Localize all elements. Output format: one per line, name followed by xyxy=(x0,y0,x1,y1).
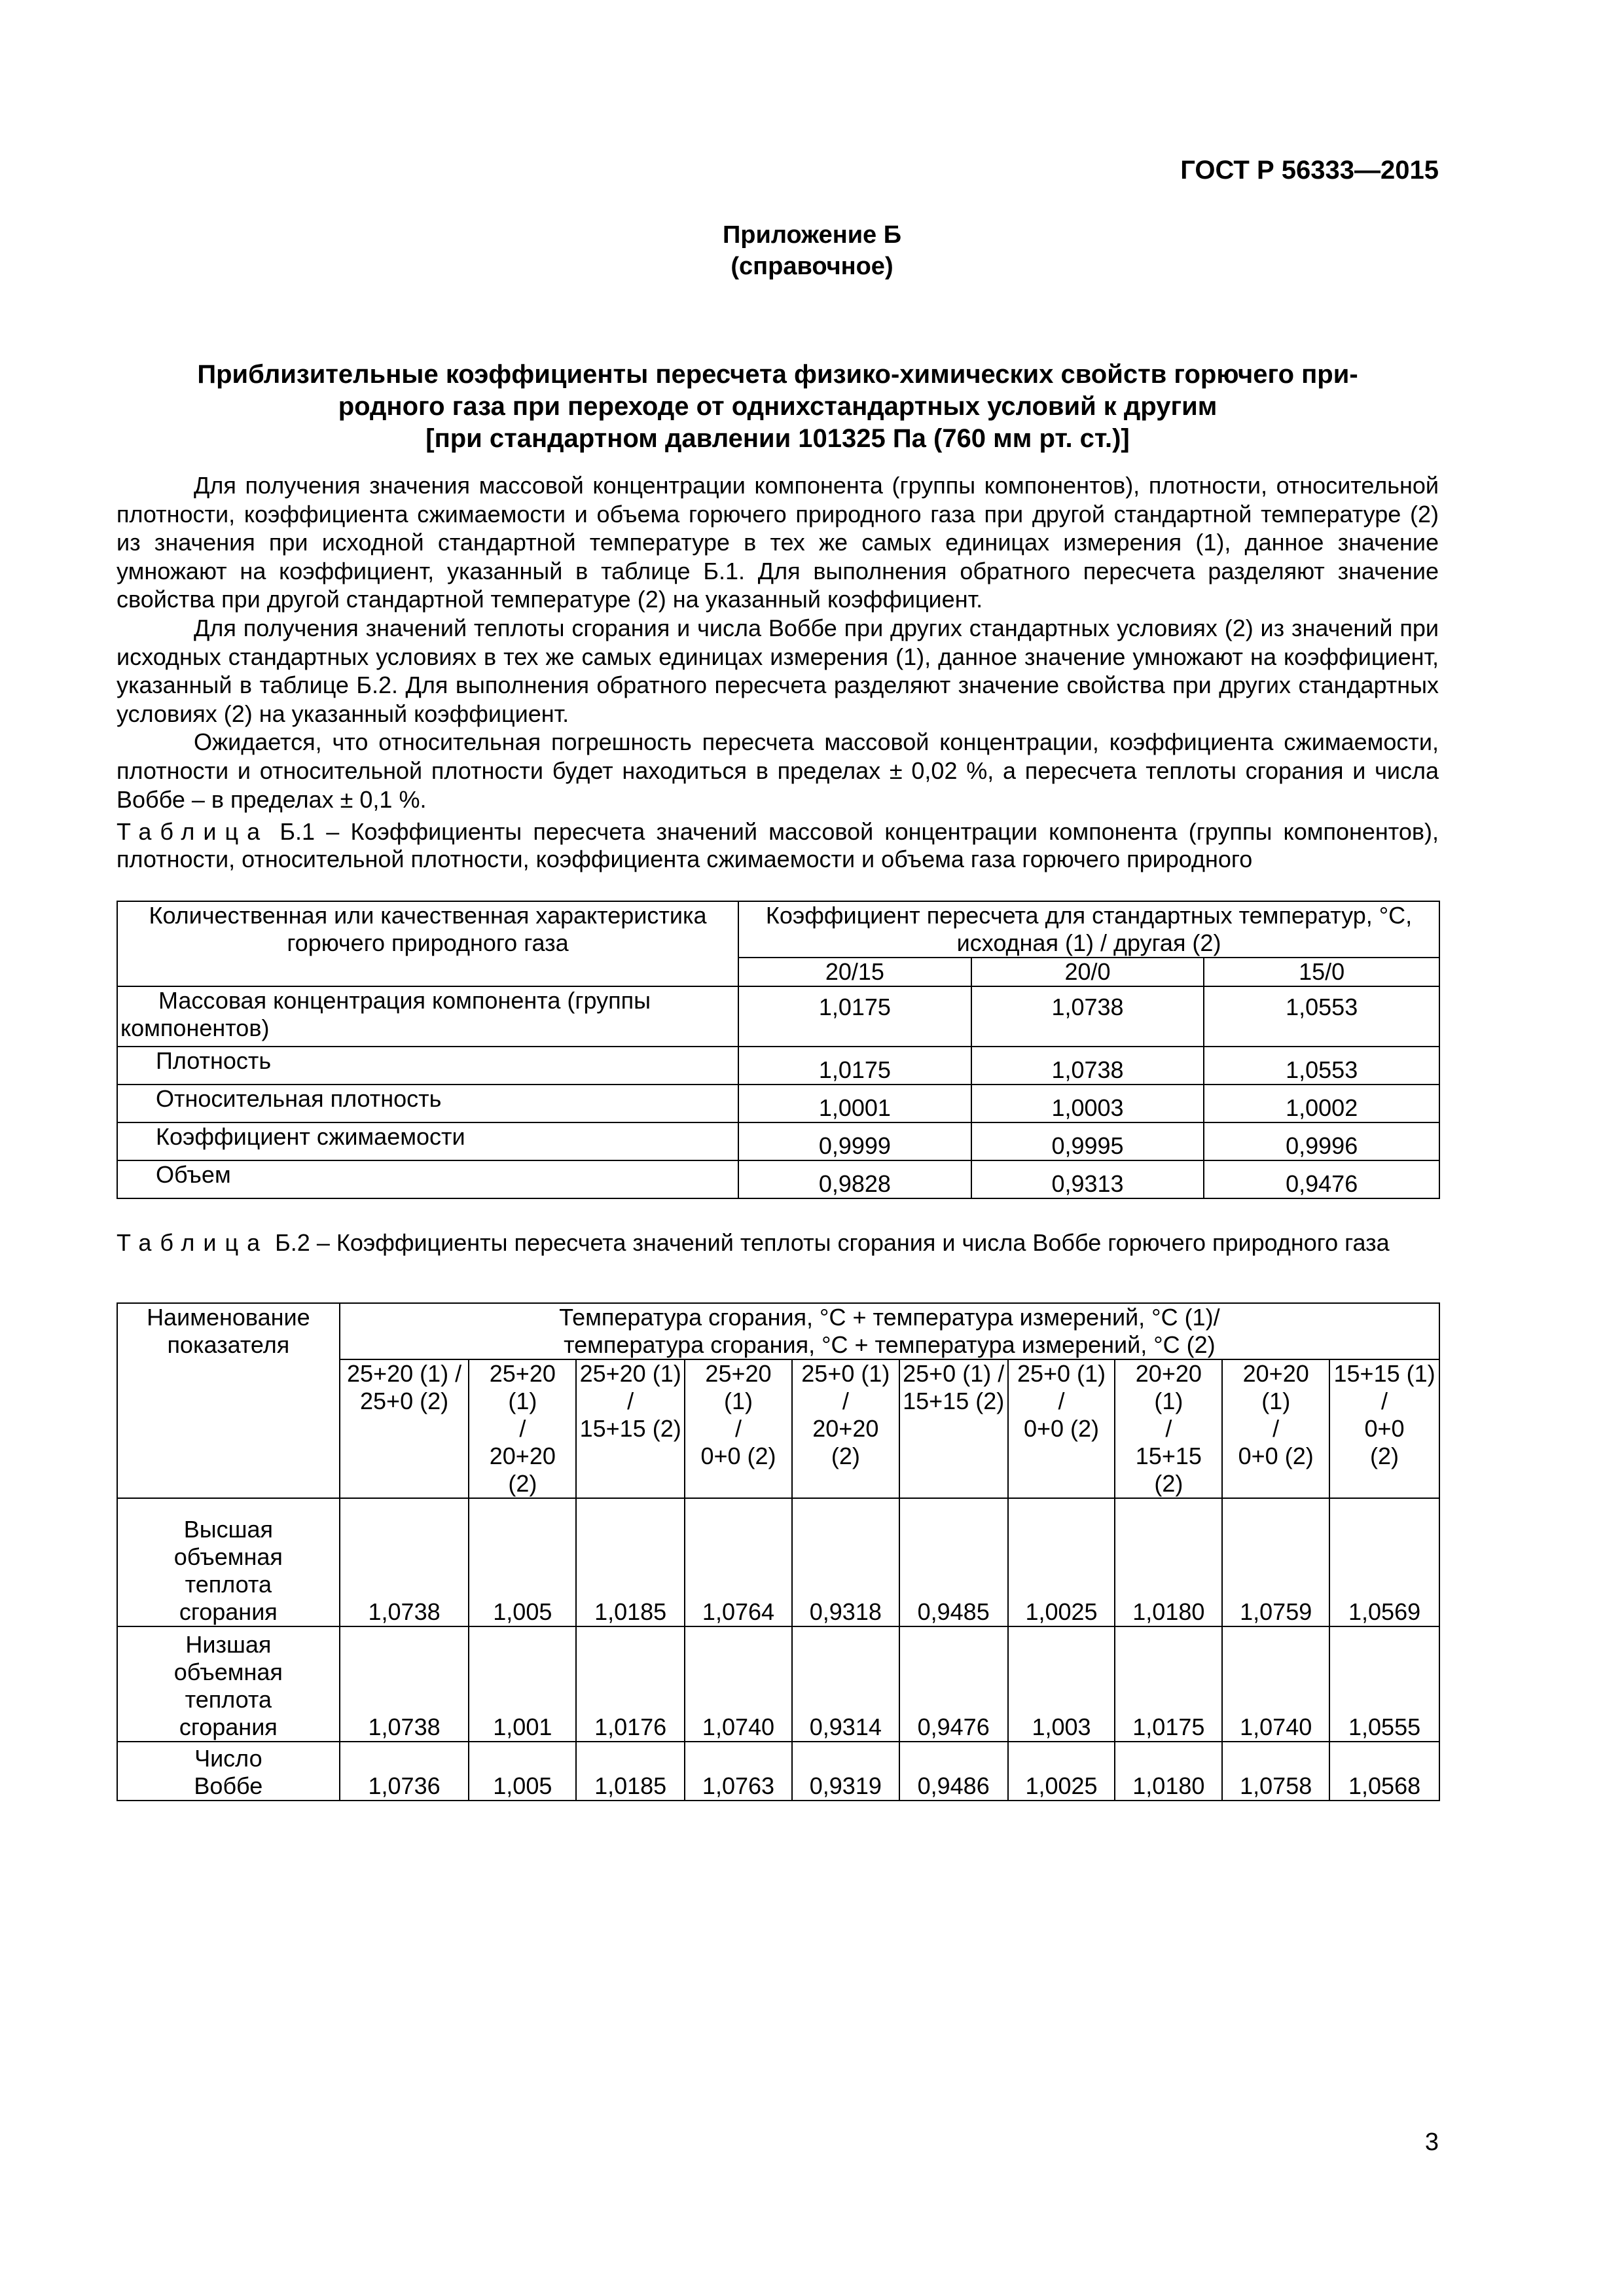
table-cell: 1,005 xyxy=(469,1498,576,1626)
table2-head-left xyxy=(117,1303,340,1498)
table2-col-header-line: / xyxy=(1058,1388,1065,1414)
table-cell: 1,0759 xyxy=(1222,1498,1329,1626)
table-cell: 1,0738 xyxy=(340,1498,469,1626)
row-label-line: объемная xyxy=(173,1659,283,1685)
table2-head-right-line-1: Температура сгорания, °С + температура измерений, °С (1)/ xyxy=(559,1304,1220,1331)
table-cell: 0,9828 xyxy=(738,1160,971,1198)
table-cell: 1,0738 xyxy=(971,1047,1204,1085)
table-cell: 0,9999 xyxy=(738,1122,971,1160)
table1-col-header: 15/0 xyxy=(1204,958,1439,986)
table-cell: 1,0180 xyxy=(1115,1498,1222,1626)
row-label-line: Воббе xyxy=(194,1772,263,1799)
table2-caption-label: Таблица xyxy=(117,1229,269,1256)
row-label: Плотность xyxy=(117,1047,738,1085)
table2-col-header xyxy=(899,1359,1008,1498)
paragraph-1: Для получения значения массовой концентрации компонента (группы компонентов), плотности, относительной плотности, коэффициента сжимаемости и объема горючего природного газа при другой стандартной температуре (2) из значения при исходной стандартной температуре в тех же самых единицах измерения (1), данное значение умножают на коэффициент, указанный в таблице Б.1. Для выполнения обратного пересчета разделяют значение свойства при другой стандартной температуре (2) на указанный коэффициент. xyxy=(117,472,1439,613)
title-line-2: родного газа при переходе от однихстандартных условий к другим xyxy=(338,392,1218,421)
table1-caption xyxy=(117,818,1439,873)
table-cell: 1,0763 xyxy=(685,1742,792,1801)
table2-col-header-line: 25+0 (1) xyxy=(1017,1360,1106,1387)
table-cell: 1,003 xyxy=(1008,1626,1115,1742)
table-cell: 1,0175 xyxy=(738,986,971,1047)
table2-col-header-line: 0+0 (2) xyxy=(1023,1415,1100,1442)
table-cell: 0,9314 xyxy=(792,1626,899,1742)
table2-col-header xyxy=(1329,1359,1439,1498)
table-cell: 1,005 xyxy=(469,1742,576,1801)
table2-col-header-line: 25+20 (1) / xyxy=(347,1360,462,1387)
table2-col-header-line: 25+20 (1) xyxy=(705,1360,772,1414)
table2-col-header-line: 0+0 (2) xyxy=(700,1443,776,1469)
table2-col-header-line: 25+0 (1) / xyxy=(801,1360,890,1414)
table2-col-header-line: 0+0 (2) xyxy=(1238,1443,1314,1469)
table-cell: 1,0553 xyxy=(1204,986,1439,1047)
table2-col-header xyxy=(1115,1359,1222,1498)
table2-head-right xyxy=(340,1303,1439,1359)
table-cell: 1,0569 xyxy=(1329,1498,1439,1626)
table2-col-header-line: (2) xyxy=(1370,1443,1399,1469)
table-cell: 1,0002 xyxy=(1204,1085,1439,1122)
table2-col-header xyxy=(469,1359,576,1498)
paragraph-3: Ожидается, что относительная погрешность пересчета массовой концентрации, коэффициента сжимаемости, плотности и относительной плотности будет находиться в пределах ± 0,02 %, а пересчета теплоты сгорания и числа Воббе – в пределах ± 0,1 %. xyxy=(117,728,1439,813)
table-row xyxy=(117,1160,1439,1198)
table-row xyxy=(117,986,1439,1047)
appendix-label: Приложение Б xyxy=(722,221,902,249)
row-label: Объем xyxy=(117,1160,738,1198)
table2-col-header-line: 25+0 (2) xyxy=(360,1388,449,1414)
table2-col-header-line: / xyxy=(627,1388,634,1414)
table-cell: 1,0764 xyxy=(685,1498,792,1626)
row-label-line: Число xyxy=(194,1745,262,1772)
row-label: Коэффициент сжимаемости xyxy=(117,1122,738,1160)
table-row xyxy=(117,1498,1439,1626)
table2-col-header-line: / xyxy=(519,1415,526,1442)
row-label-line: Высшая xyxy=(183,1516,273,1543)
table1-caption-label: Таблица xyxy=(117,818,269,845)
row-label xyxy=(117,1626,340,1742)
table-row xyxy=(117,1122,1439,1160)
table-cell: 1,0003 xyxy=(971,1085,1204,1122)
table1-col-header: 20/0 xyxy=(971,958,1204,986)
table2-col-header xyxy=(340,1359,469,1498)
table2-col-header-line: 25+20 (1) xyxy=(489,1360,556,1414)
table-cell: 1,0176 xyxy=(576,1626,685,1742)
table-cell: 0,9476 xyxy=(899,1626,1008,1742)
table2-col-header-line: 25+20 (1) xyxy=(579,1360,681,1387)
table-cell: 0,9486 xyxy=(899,1742,1008,1801)
table-cell: 0,9318 xyxy=(792,1498,899,1626)
appendix-type: (справочное) xyxy=(731,253,893,280)
table1-head-right: Коэффициент пересчета для стандартных температур, °С, исходная (1) / другая (2) xyxy=(738,901,1439,958)
table-cell: 0,9313 xyxy=(971,1160,1204,1198)
row-label xyxy=(117,1742,340,1801)
table-cell: 0,9319 xyxy=(792,1742,899,1801)
table-cell: 1,0185 xyxy=(576,1742,685,1801)
table-cell: 1,0736 xyxy=(340,1742,469,1801)
row-label xyxy=(117,1498,340,1626)
table-cell: 0,9995 xyxy=(971,1122,1204,1160)
table-b2 xyxy=(117,1302,1440,1801)
appendix-heading xyxy=(0,219,1624,282)
row-label-line: сгорания xyxy=(179,1598,278,1625)
table2-col-header xyxy=(792,1359,899,1498)
table1-col-header: 20/15 xyxy=(738,958,971,986)
row-label-line: теплота xyxy=(185,1686,272,1713)
table-row xyxy=(117,1047,1439,1085)
table-cell: 0,9996 xyxy=(1204,1122,1439,1160)
table2-col-header-line: 15+15 (2) xyxy=(1135,1443,1202,1497)
title-line-3: [при стандартном давлении 101325 Па (760 мм рт. ст.)] xyxy=(425,424,1130,453)
table-cell: 1,0555 xyxy=(1329,1626,1439,1742)
table-cell: 0,9485 xyxy=(899,1498,1008,1626)
table1-caption-text: Б.1 – Коэффициенты пересчета значений массовой концентрации компонента (группы компонентов), плотности, относительной плотности, коэффициента сжимаемости и объема газа горючего природного xyxy=(117,818,1439,872)
table-row xyxy=(117,1626,1439,1742)
table-cell: 1,0001 xyxy=(738,1085,971,1122)
row-label: Массовая концентрация компонента (группы компонентов) xyxy=(117,986,738,1047)
table2-col-header xyxy=(1222,1359,1329,1498)
table2-caption-text: Б.2 – Коэффициенты пересчета значений теплоты сгорания и числа Воббе горючего природного газа xyxy=(275,1229,1390,1256)
table-cell: 1,0180 xyxy=(1115,1742,1222,1801)
row-label-line: сгорания xyxy=(179,1713,278,1740)
table1-head-left: Количественная или качественная характеристика горючего природного газа xyxy=(117,901,738,986)
table2-col-header-line: / xyxy=(1165,1415,1172,1442)
paragraph-2: Для получения значений теплоты сгорания и числа Воббе при других стандартных условиях (2) из значений при исходных стандартных условиях в тех же самых единицах измерения (1), данное значение умножают на коэффициент, указанный в таблице Б.2. Для выполнения обратного пересчета разделяют значение свойства при других стандартных условиях (2) на указанный коэффициент. xyxy=(117,614,1439,727)
table2-col-header-line: 15+15 (2) xyxy=(579,1415,681,1442)
table2-head-left-text: Наименование показателя xyxy=(147,1304,310,1358)
table2-col-header-line: / xyxy=(1272,1415,1280,1442)
table-b1 xyxy=(117,901,1440,1199)
table-row xyxy=(117,1742,1439,1801)
table-cell: 1,0025 xyxy=(1008,1498,1115,1626)
table-cell: 1,0738 xyxy=(340,1626,469,1742)
table-cell: 1,0758 xyxy=(1222,1742,1329,1801)
table2-col-header-line: 25+0 (1) / xyxy=(903,1360,1005,1387)
table2-col-header xyxy=(685,1359,792,1498)
table-cell: 1,0568 xyxy=(1329,1742,1439,1801)
table2-head-right-line-2: температура сгорания, °С + температура измерений, °С (2) xyxy=(564,1331,1216,1358)
table-cell: 1,001 xyxy=(469,1626,576,1742)
table2-col-header-line: 20+20 (1) xyxy=(1242,1360,1309,1414)
table2-col-header-line: 20+20 (2) xyxy=(489,1443,556,1497)
section-title xyxy=(117,359,1439,455)
table-row xyxy=(117,1085,1439,1122)
table-cell: 1,0740 xyxy=(685,1626,792,1742)
page-number: 3 xyxy=(1424,2128,1439,2156)
row-label-line: Низшая xyxy=(185,1631,272,1658)
table-cell: 1,0185 xyxy=(576,1498,685,1626)
table-cell: 1,0553 xyxy=(1204,1047,1439,1085)
table-cell: 1,0175 xyxy=(1115,1626,1222,1742)
row-label-line: объемная xyxy=(173,1543,283,1570)
table2-col-header xyxy=(576,1359,685,1498)
table2-col-header-line: / xyxy=(734,1415,742,1442)
table2-col-header xyxy=(1008,1359,1115,1498)
table-cell: 1,0738 xyxy=(971,986,1204,1047)
table2-caption xyxy=(117,1229,1439,1257)
document-standard-number: ГОСТ Р 56333—2015 xyxy=(1180,156,1439,185)
title-line-1: Приблизительные коэффициенты пересчета физико-химических свойств горючего при- xyxy=(197,360,1358,389)
table2-col-header-line: 0+0 xyxy=(1364,1415,1405,1442)
row-label-line: теплота xyxy=(185,1571,272,1598)
row-label: Относительная плотность xyxy=(117,1085,738,1122)
table2-col-header-line: / xyxy=(1381,1388,1388,1414)
table2-col-header-line: 20+20 (2) xyxy=(812,1415,879,1469)
table2-col-header-line: 15+15 (1) xyxy=(1333,1360,1435,1387)
table-cell: 0,9476 xyxy=(1204,1160,1439,1198)
table-cell: 1,0025 xyxy=(1008,1742,1115,1801)
table-cell: 1,0175 xyxy=(738,1047,971,1085)
body-text xyxy=(117,471,1439,814)
table-cell: 1,0740 xyxy=(1222,1626,1329,1742)
table2-col-header-line: 15+15 (2) xyxy=(903,1388,1005,1414)
table2-col-header-line: 20+20 (1) xyxy=(1135,1360,1202,1414)
